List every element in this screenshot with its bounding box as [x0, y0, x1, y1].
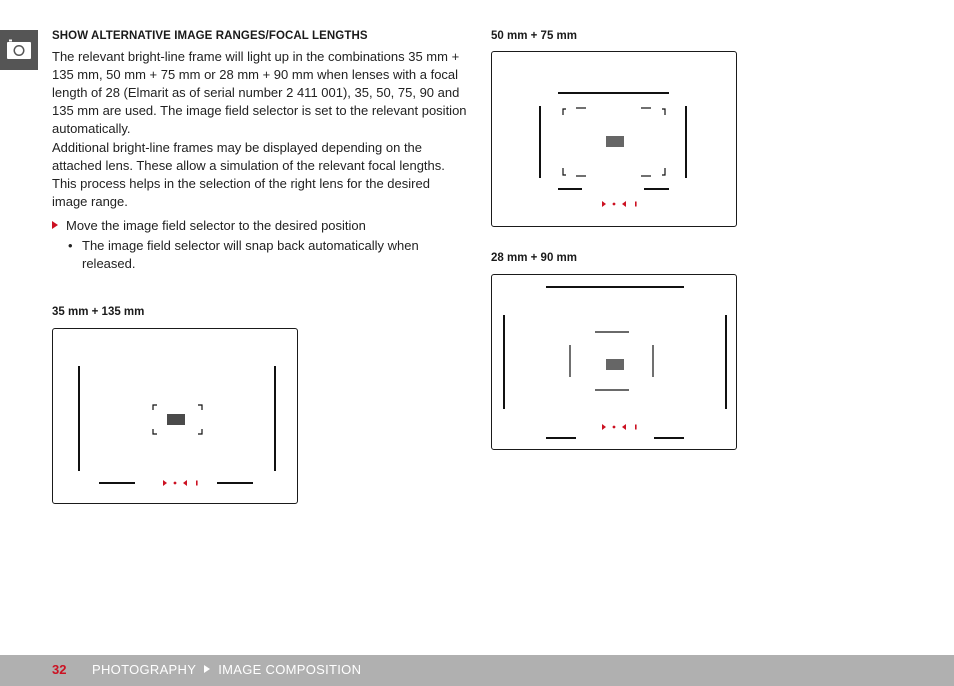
- viewfinder-figure-28-90: [491, 274, 737, 450]
- breadcrumb-section: PHOTOGRAPHY: [92, 662, 197, 677]
- paragraph-combinations: The relevant bright-line frame will light up in the combinations 35 mm + 135 mm, 50 mm + 75 mm or 28 mm + 90 mm when lenses with a focal length of 28 (Elmarit as of serial number 2 411 001), 35, 50, 75, 90 and 135 mm are used. The image field selector is set to the relevant position automatically.: [52, 49, 467, 136]
- chapter-tab: [0, 30, 38, 70]
- breadcrumb-page: IMAGE COMPOSITION: [218, 662, 362, 677]
- breadcrumb: [92, 662, 361, 677]
- instruction-step: [52, 217, 467, 235]
- bullet-text: The image field selector will snap back automatically when released.: [82, 238, 419, 271]
- step-arrow-icon: [52, 221, 58, 229]
- bullet-item: [68, 237, 448, 273]
- figure-caption-28-90: 28 mm + 90 mm: [491, 252, 577, 264]
- bright-line-frames-50-75: [492, 52, 736, 226]
- figure-caption-50-75: 50 mm + 75 mm: [491, 30, 577, 42]
- led-indicators-icon: [602, 201, 637, 207]
- breadcrumb-arrow-icon: [204, 665, 210, 673]
- bright-line-frames-35-135: [53, 329, 297, 503]
- viewfinder-figure-50-75: [491, 51, 737, 227]
- viewfinder-figure-35-135: [52, 328, 298, 504]
- paragraph-additional-frames: Additional bright-line frames may be displayed depending on the attached lens. These allow a simulation of the relevant focal lengths. This process helps in the selection of the right lens for the desired image range.: [52, 140, 445, 209]
- bright-line-frames-28-90: [492, 275, 736, 449]
- bullet-dot-icon: •: [68, 238, 73, 253]
- figure-caption-35-135: 35 mm + 135 mm: [52, 306, 145, 318]
- camera-icon: [0, 30, 38, 70]
- led-indicators-icon: [602, 424, 637, 430]
- section-heading: SHOW ALTERNATIVE IMAGE RANGES/FOCAL LENGTHS: [52, 30, 368, 42]
- page-number: 32: [52, 662, 67, 677]
- led-indicators-icon: [163, 480, 198, 486]
- page-footer: [0, 655, 954, 686]
- instruction-step-text: Move the image field selector to the desired position: [66, 218, 366, 233]
